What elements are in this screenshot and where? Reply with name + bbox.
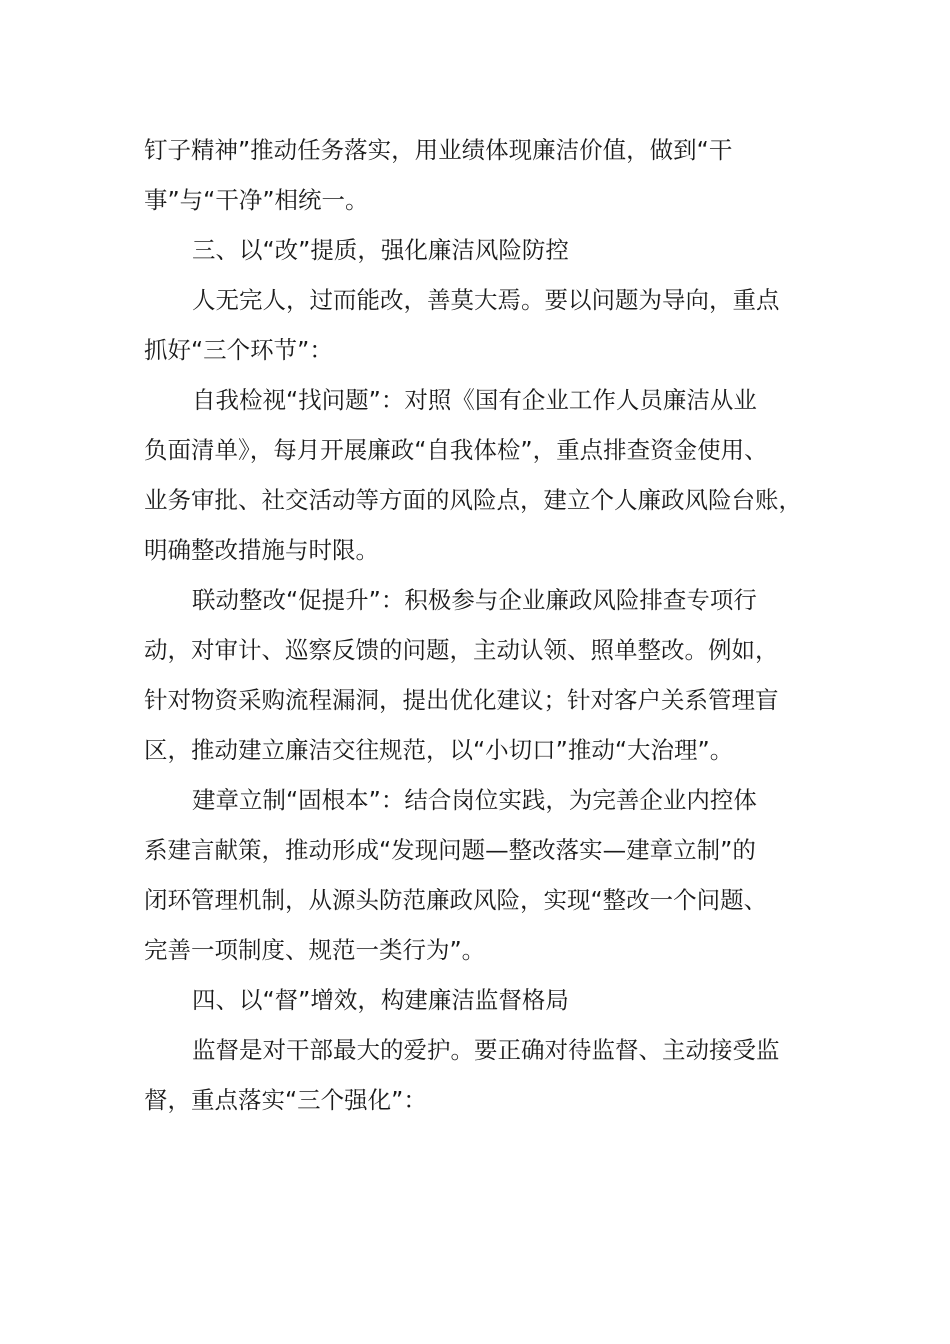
- text-line: 监督是对干部最大的爱护。要正确对待监督、主动接受监: [192, 1036, 780, 1064]
- text-line: 业务审批、社交活动等方面的风险点，建立个人廉政风险台账，: [144, 486, 802, 514]
- text-line: 明确整改措施与时限。: [144, 536, 379, 564]
- section-heading: 三、以“改”提质，强化廉洁风险防控: [192, 236, 569, 264]
- text-line: 完善一项制度、规范一类行为”。: [144, 936, 486, 964]
- text-line: 抓好“三个环节”：: [144, 336, 333, 364]
- text-line: 自我检视“找问题”：对照《国有企业工作人员廉洁从业: [192, 386, 757, 414]
- text-line: 事”与“干净”相统一。: [144, 186, 369, 214]
- text-line: 区，推动建立廉洁交往规范，以“小切口”推动“大治理”。: [144, 736, 734, 764]
- text-line: 督，重点落实“三个强化”：: [144, 1086, 427, 1114]
- document-body: [144, 125, 804, 1125]
- text-line: 针对物资采购流程漏洞，提出优化建议；针对客户关系管理盲: [144, 686, 779, 714]
- text-line: 钉子精神”推动任务落实，用业绩体现廉洁价值，做到“干: [144, 136, 733, 164]
- text-line: 系建言献策，推动形成“发现问题—整改落实—建章立制”的: [144, 836, 756, 864]
- text-line: 联动整改“促提升”：积极参与企业廉政风险排查专项行: [192, 586, 757, 614]
- text-line: 负面清单》，每月开展廉政“自我体检”，重点排查资金使用、: [144, 436, 768, 464]
- text-line: 动，对审计、巡察反馈的问题，主动认领、照单整改。例如，: [144, 636, 779, 664]
- text-line: 闭环管理机制，从源头防范廉政风险，实现“整改一个问题、: [144, 886, 768, 914]
- text-line: 人无完人，过而能改，善莫大焉。要以问题为导向，重点: [192, 286, 780, 314]
- text-line: 建章立制“固根本”：结合岗位实践，为完善企业内控体: [192, 786, 757, 814]
- section-heading: 四、以“督”增效，构建廉洁监督格局: [192, 986, 569, 1014]
